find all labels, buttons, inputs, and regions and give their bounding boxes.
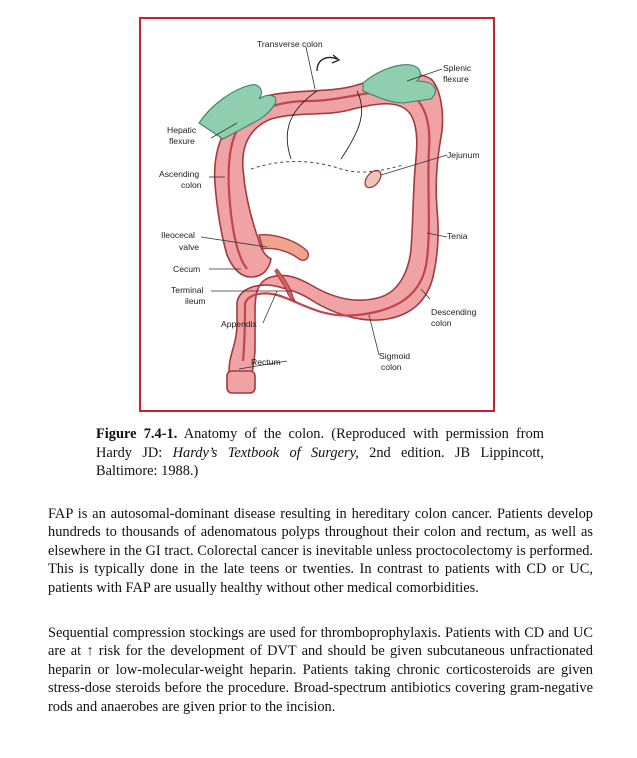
paragraph-thromboprophylaxis: Sequential compression stockings are used for thromboprophylaxis. Patients with CD and UC are at ↑ risk for the development of DVT and should be given subcutaneous unfractionated heparin or low-molecular-weight heparin. Patients taking chronic corticosteroids are given stress-dose steroids before the procedure. Broad-spectrum antibiotics covering gram-negative rods and anaerobes are given prior to the incision. [48,625,593,715]
label-ileocecal-valve-line2: valve [179,242,200,252]
label-cecum: Cecum [173,264,201,274]
label-hepatic-flexure-line1: Hepatic [167,125,197,135]
label-terminal-ileum-line1: Terminal [171,285,204,295]
caption-text-after: 2nd edition. JB Lippincott, Baltimore: 1988.) [96,444,544,479]
figure-caption [96,425,544,481]
label-ileocecal-valve-line1: Ileocecal [161,230,195,240]
left-glove [199,85,276,139]
label-sigmoid-colon-line2: colon [381,362,402,372]
label-splenic-flexure-line1: Splenic [443,63,472,73]
label-appendix: Appendix [221,319,257,329]
label-splenic-flexure-line2: flexure [443,74,469,84]
label-hepatic-flexure-line2: flexure [169,136,195,146]
mesentery-line [251,162,403,172]
label-descending-colon-line2: colon [431,318,452,328]
label-rectum: Rectum [251,357,281,367]
rotation-arrow [317,58,337,72]
rectum-stump [227,371,255,393]
paragraph-fap: FAP is an autosomal-dominant disease resulting in hereditary colon cancer. Patients develop hundreds to thousands of adenomatous polyps throughout their colon and rectum, as well as elsewhere in the GI tract. Colorectal cancer is inevitable unless proctocolectomy is performed. This is typically done in the late teens or twenties. In contrast to patients with CD or UC, patients with FAP are usually healthy without other medical comorbidities. [48,506,593,596]
label-ascending-colon-line1: Ascending [159,169,200,179]
caption-book-title: Hardy’s Textbook of Surgery, [172,444,359,461]
caption-figure-number: Figure 7.4-1. [96,426,178,442]
label-transverse-colon: Transverse colon [257,39,323,49]
jejunum-stub [362,167,384,190]
label-sigmoid-colon-line1: Sigmoid [379,351,411,361]
label-tenia: Tenia [447,231,468,241]
label-ascending-colon-line2: colon [181,180,202,190]
colon-anatomy-illustration [141,19,493,410]
label-jejunum: Jejunum [447,150,480,160]
caption-text-before: Anatomy of the colon. (Reproduced with permission from Hardy JD: [96,426,544,461]
tenia-band [229,91,430,361]
figure-frame [139,17,495,412]
label-terminal-ileum-line2: ileum [185,296,206,306]
label-descending-colon-line1: Descending [431,307,477,317]
